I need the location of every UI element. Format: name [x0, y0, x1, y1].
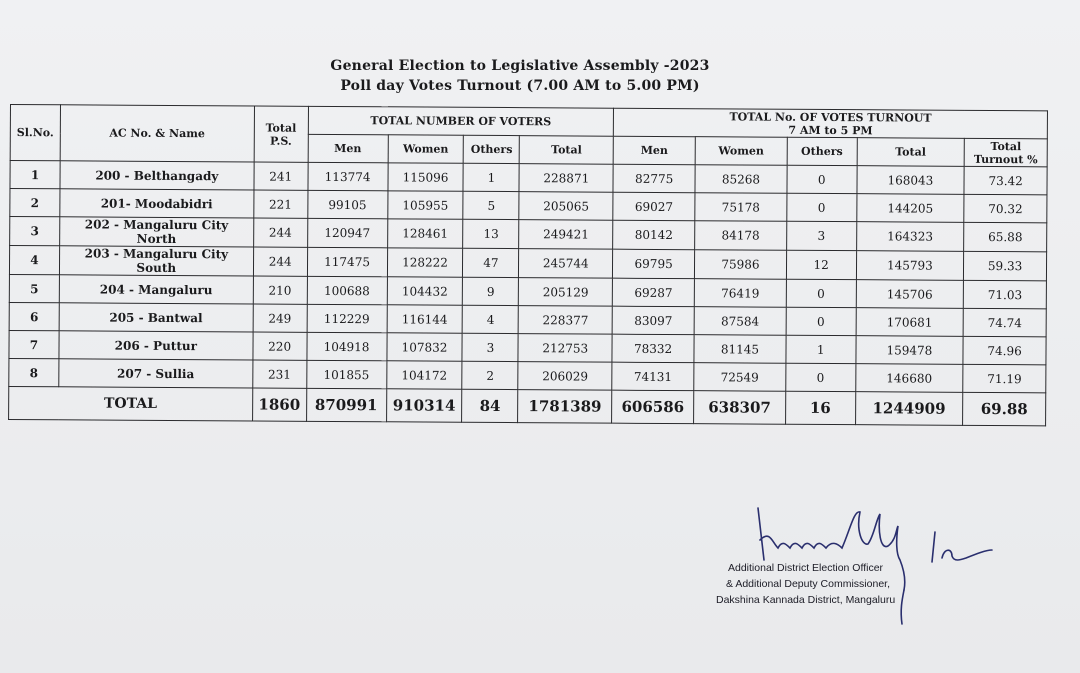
- row-turnout-men: 78332: [612, 334, 694, 362]
- row-others: 5: [463, 191, 519, 219]
- row-turnout-others: 1: [786, 335, 856, 363]
- header-ac-name: AC No. & Name: [60, 105, 254, 162]
- row-ac-name: 207 - Sullia: [59, 359, 253, 388]
- row-others: 47: [463, 248, 519, 277]
- row-turnout-men: 83097: [612, 306, 694, 334]
- row-total-ps: 210: [253, 276, 307, 304]
- row-turnout-total: 170681: [856, 308, 964, 337]
- row-total: 228377: [518, 306, 612, 335]
- designation-line1: Additional District Election Officer: [728, 562, 884, 574]
- header-turnout-others: Others: [787, 137, 857, 165]
- row-turnout-others: 0: [786, 279, 856, 307]
- row-total-ps: 249: [253, 304, 307, 332]
- row-sl-no: 8: [9, 358, 59, 386]
- row-turnout-total: 159478: [855, 336, 963, 365]
- totals-men: 870991: [306, 388, 386, 421]
- row-women: 104172: [386, 361, 462, 389]
- header-women: Women: [388, 135, 464, 163]
- header-turnout-pct: [964, 138, 1047, 167]
- row-women: 107832: [386, 333, 462, 361]
- row-turnout-others: 12: [786, 250, 856, 279]
- totals-turnout-men: 606586: [612, 390, 694, 423]
- header-turnout-line2: 7 AM to 5 PM: [788, 123, 873, 137]
- row-turnout-others: 0: [786, 307, 856, 335]
- row-turnout-total: 164323: [856, 222, 964, 252]
- header-sl-no: Sl.No.: [10, 105, 60, 161]
- row-ac-name: 202 - Mangaluru City North: [60, 217, 254, 247]
- row-total-ps: 244: [253, 247, 307, 276]
- row-others: 9: [463, 277, 519, 305]
- row-women: 104432: [387, 277, 463, 305]
- row-others: 1: [463, 163, 519, 191]
- totals-label: TOTAL: [9, 386, 253, 420]
- row-turnout-pct: 70.32: [964, 194, 1047, 223]
- row-turnout-total: 168043: [857, 166, 965, 195]
- row-turnout-men: 82775: [613, 164, 695, 192]
- totals-women: 910314: [386, 389, 462, 422]
- totals-turnout-women: 638307: [694, 391, 786, 425]
- row-turnout-pct: 73.42: [964, 166, 1047, 195]
- row-total-ps: 241: [254, 162, 308, 190]
- totals-others: 84: [462, 389, 518, 422]
- header-others: Others: [464, 135, 520, 163]
- row-sl-no: 3: [10, 217, 60, 246]
- document-title: General Election to Legislative Assembly -2023: [330, 58, 710, 74]
- row-turnout-total: 144205: [856, 194, 964, 223]
- row-turnout-men: 69795: [613, 249, 695, 278]
- row-men: 100688: [307, 276, 387, 304]
- row-turnout-women: 81145: [694, 335, 786, 364]
- totals-row: [9, 386, 1046, 425]
- row-men: 99105: [307, 190, 387, 218]
- row-turnout-others: 0: [786, 363, 856, 391]
- row-women: 128222: [387, 248, 463, 277]
- row-total-ps: 231: [252, 360, 306, 388]
- designation-line3: Dakshina Kannada District, Mangaluru: [716, 594, 896, 606]
- row-others: 13: [463, 219, 519, 248]
- row-men: 101855: [306, 360, 386, 388]
- row-turnout-women: 72549: [694, 363, 786, 392]
- header-turnout-women: Women: [695, 137, 787, 166]
- row-total: 212753: [518, 334, 612, 363]
- turnout-table: [8, 104, 1048, 426]
- row-men: 117475: [307, 247, 387, 276]
- row-turnout-pct: 65.88: [964, 222, 1047, 252]
- designation-line2: & Additional Deputy Commissioner,: [726, 578, 890, 590]
- row-men: 104918: [307, 332, 387, 360]
- header-total-voters: TOTAL NUMBER OF VOTERS: [308, 106, 614, 136]
- row-women: 116144: [387, 305, 463, 333]
- officer-designation: [716, 560, 956, 608]
- row-ac-name: 204 - Mangaluru: [59, 275, 253, 304]
- row-turnout-men: 74131: [612, 362, 694, 390]
- header-turnout-line1: TOTAL No. OF VOTES TURNOUT: [729, 109, 932, 125]
- row-turnout-total: 145706: [856, 280, 964, 309]
- row-women: 105955: [387, 191, 463, 219]
- header-pct-line1: Total: [990, 139, 1022, 153]
- header-total: Total: [520, 136, 614, 165]
- totals-turnout-pct: 69.88: [963, 392, 1046, 426]
- totals-total: 1781389: [518, 390, 612, 424]
- row-turnout-men: 69027: [613, 192, 695, 220]
- row-turnout-pct: 71.03: [963, 280, 1046, 309]
- header-men: Men: [308, 134, 388, 162]
- row-turnout-total: 145793: [856, 251, 964, 281]
- row-ac-name: 203 - Mangaluru City South: [59, 246, 253, 276]
- row-turnout-women: 84178: [695, 221, 787, 251]
- row-women: 115096: [387, 163, 463, 191]
- row-turnout-men: 80142: [613, 220, 695, 249]
- row-total: 228871: [519, 164, 613, 193]
- row-total: 206029: [518, 362, 612, 391]
- row-total: 249421: [519, 220, 613, 250]
- row-sl-no: 1: [10, 161, 60, 189]
- row-others: 2: [462, 361, 518, 389]
- row-turnout-women: 76419: [694, 279, 786, 308]
- row-total: 205065: [519, 192, 613, 221]
- row-turnout-pct: 71.19: [963, 364, 1046, 393]
- row-turnout-pct: 74.74: [963, 308, 1046, 337]
- header-turnout-men: Men: [613, 136, 695, 164]
- row-sl-no: 6: [9, 302, 59, 330]
- row-total-ps: 221: [253, 190, 307, 218]
- document-subtitle: Poll day Votes Turnout (7.00 AM to 5.00 PM): [340, 78, 700, 94]
- row-total: 205129: [519, 278, 613, 307]
- totals-ps: 1860: [252, 388, 306, 421]
- row-others: 3: [462, 333, 518, 361]
- header-pct-line2: Turnout %: [973, 152, 1038, 166]
- row-sl-no: 2: [10, 189, 60, 217]
- row-turnout-pct: 59.33: [964, 251, 1047, 281]
- row-others: 4: [463, 305, 519, 333]
- row-ac-name: 201- Moodabidri: [60, 189, 254, 218]
- totals-turnout-total: 1244909: [855, 392, 963, 426]
- row-ac-name: 205 - Bantwal: [59, 303, 253, 332]
- row-turnout-women: 87584: [694, 307, 786, 336]
- header-total-ps: Total P.S.: [254, 106, 308, 162]
- row-turnout-total: 146680: [855, 364, 963, 393]
- row-women: 128461: [387, 219, 463, 248]
- row-total: 245744: [519, 249, 613, 279]
- row-sl-no: 4: [9, 246, 59, 275]
- row-sl-no: 7: [9, 330, 59, 358]
- header-votes-turnout: [614, 108, 1048, 139]
- row-turnout-others: 0: [787, 165, 857, 193]
- header-turnout-total: Total: [857, 138, 965, 167]
- totals-turnout-others: 16: [785, 391, 855, 424]
- row-turnout-men: 69287: [612, 278, 694, 306]
- row-turnout-pct: 74.96: [963, 336, 1046, 365]
- row-turnout-women: 75178: [695, 193, 787, 222]
- row-sl-no: 5: [9, 274, 59, 302]
- row-men: 113774: [308, 162, 388, 190]
- row-turnout-others: 0: [787, 193, 857, 221]
- row-ac-name: 200 - Belthangady: [60, 161, 254, 190]
- row-men: 120947: [307, 218, 387, 247]
- row-total-ps: 220: [253, 332, 307, 360]
- row-turnout-others: 3: [786, 221, 856, 250]
- row-turnout-women: 75986: [695, 250, 787, 280]
- row-turnout-women: 85268: [695, 165, 787, 194]
- row-total-ps: 244: [253, 218, 307, 247]
- row-men: 112229: [307, 304, 387, 332]
- row-ac-name: 206 - Puttur: [59, 331, 253, 360]
